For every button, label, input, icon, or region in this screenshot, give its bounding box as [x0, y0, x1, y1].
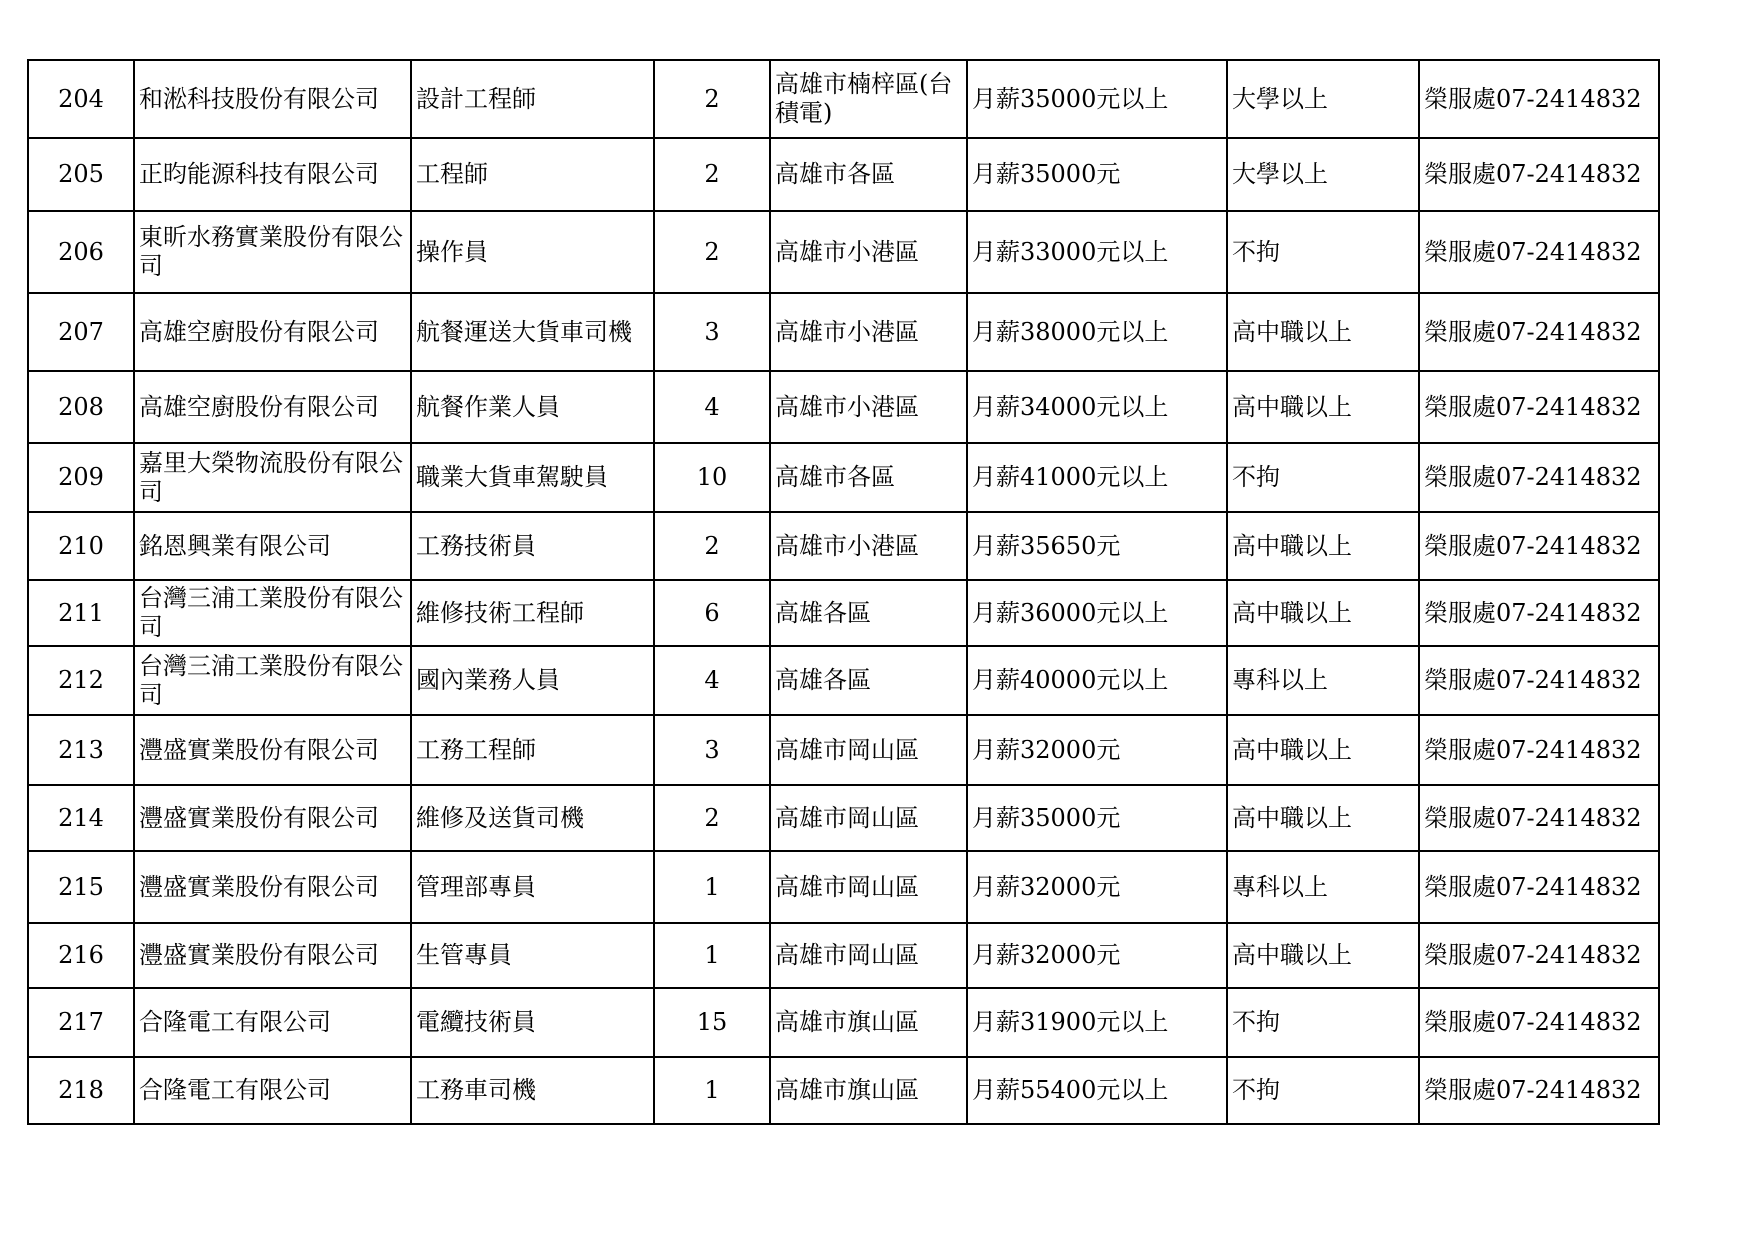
contact-info: 榮服處07-2414832 [1419, 443, 1659, 512]
education-requirement: 不拘 [1227, 211, 1419, 293]
openings-count: 3 [654, 715, 770, 785]
work-location: 高雄市小港區 [770, 211, 967, 293]
education-requirement: 專科以上 [1227, 851, 1419, 923]
job-position: 職業大貨車駕駛員 [411, 443, 654, 512]
work-location: 高雄市小港區 [770, 371, 967, 443]
company-name: 銘恩興業有限公司 [134, 512, 411, 580]
company-name: 灃盛實業股份有限公司 [134, 923, 411, 988]
row-number: 204 [28, 60, 134, 138]
job-position: 操作員 [411, 211, 654, 293]
contact-info: 榮服處07-2414832 [1419, 646, 1659, 715]
openings-count: 1 [654, 1057, 770, 1124]
contact-info: 榮服處07-2414832 [1419, 371, 1659, 443]
row-number: 205 [28, 138, 134, 211]
job-position: 生管專員 [411, 923, 654, 988]
table-row [28, 988, 1659, 1057]
company-name: 灃盛實業股份有限公司 [134, 851, 411, 923]
company-name: 灃盛實業股份有限公司 [134, 715, 411, 785]
table-row [28, 923, 1659, 988]
salary: 月薪35000元 [967, 785, 1227, 851]
openings-count: 2 [654, 785, 770, 851]
openings-count: 2 [654, 138, 770, 211]
education-requirement: 高中職以上 [1227, 923, 1419, 988]
education-requirement: 高中職以上 [1227, 785, 1419, 851]
company-name: 台灣三浦工業股份有限公司 [134, 580, 411, 646]
contact-info: 榮服處07-2414832 [1419, 138, 1659, 211]
contact-info: 榮服處07-2414832 [1419, 785, 1659, 851]
contact-info: 榮服處07-2414832 [1419, 512, 1659, 580]
openings-count: 10 [654, 443, 770, 512]
education-requirement: 不拘 [1227, 988, 1419, 1057]
openings-count: 2 [654, 211, 770, 293]
table-row [28, 293, 1659, 371]
salary: 月薪34000元以上 [967, 371, 1227, 443]
education-requirement: 高中職以上 [1227, 580, 1419, 646]
work-location: 高雄市岡山區 [770, 851, 967, 923]
job-position: 工務車司機 [411, 1057, 654, 1124]
openings-count: 15 [654, 988, 770, 1057]
salary: 月薪32000元 [967, 715, 1227, 785]
education-requirement: 大學以上 [1227, 138, 1419, 211]
salary: 月薪40000元以上 [967, 646, 1227, 715]
work-location: 高雄市小港區 [770, 512, 967, 580]
job-listing-body [28, 60, 1659, 1124]
work-location: 高雄市岡山區 [770, 715, 967, 785]
salary: 月薪35000元 [967, 138, 1227, 211]
salary: 月薪55400元以上 [967, 1057, 1227, 1124]
table-row [28, 851, 1659, 923]
job-position: 工務技術員 [411, 512, 654, 580]
openings-count: 1 [654, 851, 770, 923]
job-position: 國內業務人員 [411, 646, 654, 715]
table-row [28, 211, 1659, 293]
contact-info: 榮服處07-2414832 [1419, 988, 1659, 1057]
row-number: 210 [28, 512, 134, 580]
salary: 月薪32000元 [967, 923, 1227, 988]
education-requirement: 不拘 [1227, 1057, 1419, 1124]
contact-info: 榮服處07-2414832 [1419, 60, 1659, 138]
row-number: 215 [28, 851, 134, 923]
row-number: 211 [28, 580, 134, 646]
table-row [28, 1057, 1659, 1124]
table-row [28, 715, 1659, 785]
education-requirement: 高中職以上 [1227, 512, 1419, 580]
work-location: 高雄市岡山區 [770, 923, 967, 988]
job-position: 航餐運送大貨車司機 [411, 293, 654, 371]
row-number: 209 [28, 443, 134, 512]
company-name: 東昕水務實業股份有限公司 [134, 211, 411, 293]
openings-count: 4 [654, 646, 770, 715]
salary: 月薪31900元以上 [967, 988, 1227, 1057]
table-row [28, 512, 1659, 580]
salary: 月薪33000元以上 [967, 211, 1227, 293]
contact-info: 榮服處07-2414832 [1419, 851, 1659, 923]
company-name: 合隆電工有限公司 [134, 988, 411, 1057]
openings-count: 1 [654, 923, 770, 988]
work-location: 高雄市小港區 [770, 293, 967, 371]
work-location: 高雄各區 [770, 646, 967, 715]
education-requirement: 不拘 [1227, 443, 1419, 512]
job-position: 電纜技術員 [411, 988, 654, 1057]
contact-info: 榮服處07-2414832 [1419, 293, 1659, 371]
job-position: 航餐作業人員 [411, 371, 654, 443]
work-location: 高雄市旗山區 [770, 988, 967, 1057]
work-location: 高雄市各區 [770, 443, 967, 512]
row-number: 217 [28, 988, 134, 1057]
job-position: 工程師 [411, 138, 654, 211]
openings-count: 2 [654, 60, 770, 138]
job-position: 工務工程師 [411, 715, 654, 785]
contact-info: 榮服處07-2414832 [1419, 580, 1659, 646]
table-row [28, 138, 1659, 211]
row-number: 207 [28, 293, 134, 371]
contact-info: 榮服處07-2414832 [1419, 1057, 1659, 1124]
education-requirement: 專科以上 [1227, 646, 1419, 715]
salary: 月薪35000元以上 [967, 60, 1227, 138]
salary: 月薪36000元以上 [967, 580, 1227, 646]
table-row [28, 785, 1659, 851]
company-name: 合隆電工有限公司 [134, 1057, 411, 1124]
contact-info: 榮服處07-2414832 [1419, 211, 1659, 293]
work-location: 高雄市岡山區 [770, 785, 967, 851]
contact-info: 榮服處07-2414832 [1419, 715, 1659, 785]
work-location: 高雄各區 [770, 580, 967, 646]
job-position: 設計工程師 [411, 60, 654, 138]
salary: 月薪35650元 [967, 512, 1227, 580]
openings-count: 6 [654, 580, 770, 646]
company-name: 灃盛實業股份有限公司 [134, 785, 411, 851]
company-name: 高雄空廚股份有限公司 [134, 371, 411, 443]
company-name: 正昀能源科技有限公司 [134, 138, 411, 211]
job-listing-table [27, 59, 1660, 1125]
work-location: 高雄市楠梓區(台積電) [770, 60, 967, 138]
company-name: 高雄空廚股份有限公司 [134, 293, 411, 371]
education-requirement: 大學以上 [1227, 60, 1419, 138]
row-number: 216 [28, 923, 134, 988]
row-number: 213 [28, 715, 134, 785]
education-requirement: 高中職以上 [1227, 293, 1419, 371]
row-number: 208 [28, 371, 134, 443]
job-position: 維修及送貨司機 [411, 785, 654, 851]
openings-count: 3 [654, 293, 770, 371]
contact-info: 榮服處07-2414832 [1419, 923, 1659, 988]
row-number: 212 [28, 646, 134, 715]
openings-count: 2 [654, 512, 770, 580]
job-position: 管理部專員 [411, 851, 654, 923]
table-row [28, 443, 1659, 512]
row-number: 214 [28, 785, 134, 851]
table-row [28, 646, 1659, 715]
table-row [28, 371, 1659, 443]
education-requirement: 高中職以上 [1227, 715, 1419, 785]
openings-count: 4 [654, 371, 770, 443]
work-location: 高雄市各區 [770, 138, 967, 211]
row-number: 218 [28, 1057, 134, 1124]
company-name: 和淞科技股份有限公司 [134, 60, 411, 138]
salary: 月薪38000元以上 [967, 293, 1227, 371]
job-position: 維修技術工程師 [411, 580, 654, 646]
row-number: 206 [28, 211, 134, 293]
table-row [28, 580, 1659, 646]
company-name: 台灣三浦工業股份有限公司 [134, 646, 411, 715]
salary: 月薪41000元以上 [967, 443, 1227, 512]
work-location: 高雄市旗山區 [770, 1057, 967, 1124]
salary: 月薪32000元 [967, 851, 1227, 923]
company-name: 嘉里大榮物流股份有限公司 [134, 443, 411, 512]
table-row [28, 60, 1659, 138]
education-requirement: 高中職以上 [1227, 371, 1419, 443]
